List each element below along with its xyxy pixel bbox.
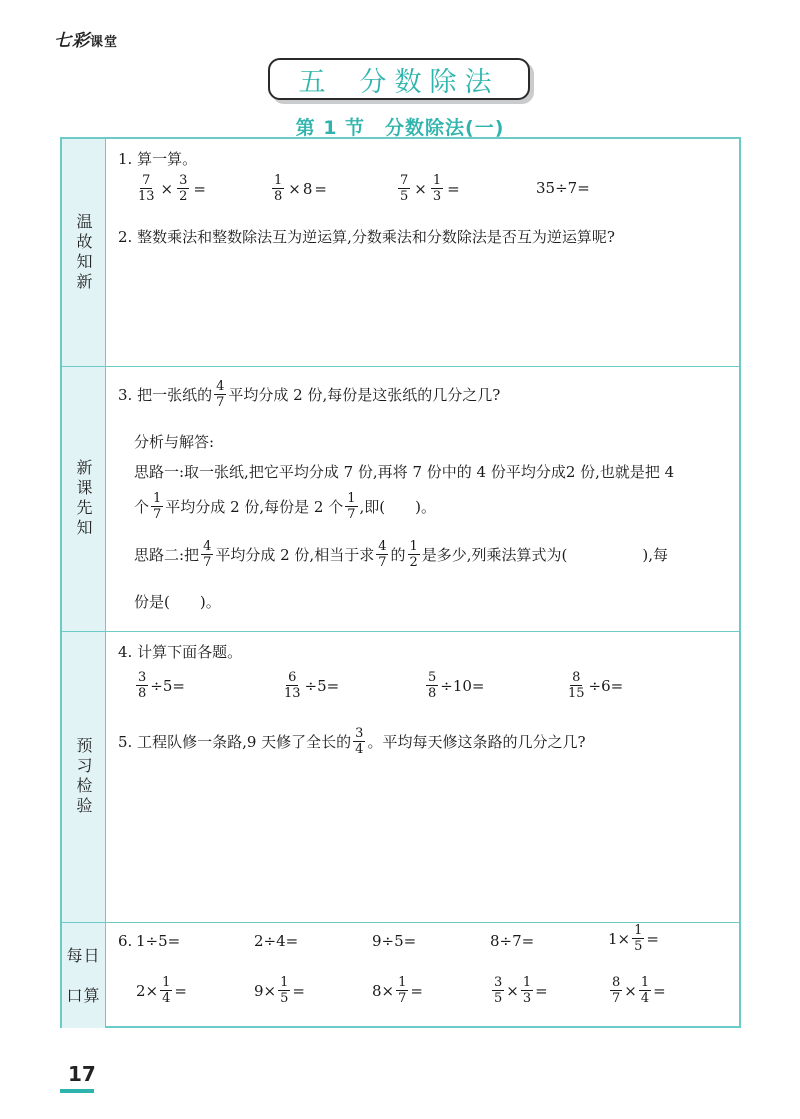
q1-expression-1: $\frac{7}{13}$ × $\frac{3}{2}$ = [138, 173, 206, 204]
q6-item-7: 9× $\frac{1}{5}$ = [254, 975, 305, 1006]
chapter-name: 分数除法 [359, 66, 500, 98]
side-label-daily: 每日 [66, 945, 101, 965]
side-label-review: 温故知新 [74, 212, 93, 293]
q4-expression-1: $\frac{3}{8}$ ÷5= [138, 670, 185, 701]
worksheet-table [60, 137, 741, 1028]
q6-item-8: 8× $\frac{1}{7}$ = [372, 975, 423, 1006]
question-4-label: 4. 计算下面各题。 [118, 643, 243, 661]
q4-expression-2: $\frac{6}{13}$ ÷5= [284, 670, 340, 701]
q1-expression-3: $\frac{7}{5}$ × $\frac{1}{3}$ = [400, 173, 460, 204]
analysis-label: 分析与解答: [134, 433, 215, 451]
q6-item-1: 1÷5= [136, 932, 181, 950]
chapter-number: 五 [298, 66, 334, 98]
question-3: 3. 把一张纸的 $\frac{4}{7}$ 平均分成 2 份,每份是这张纸的几分之几? [118, 379, 501, 410]
q4-expression-3: $\frac{5}{8}$ ÷10= [428, 670, 485, 701]
page-number-underline [60, 1089, 94, 1093]
method-1-line-1: 思路一:取一张纸,把它平均分成 7 份,再将 7 份中的 4 份平均分成2 份,也就是把 4 [134, 463, 675, 481]
section-title: 第 1 节 分数除法(一) [295, 117, 505, 139]
review-section [62, 139, 739, 367]
q6-item-3: 9÷5= [372, 932, 417, 950]
question-6-label: 6. [118, 932, 133, 950]
preview-section [62, 367, 739, 632]
side-cell [62, 139, 106, 366]
q4-expression-4: $\frac{8}{15}$ ÷6= [568, 670, 624, 701]
q1-expression-2: $\frac{1}{8}$ × 8 = [274, 173, 327, 204]
chapter-title [268, 58, 530, 100]
daily-mental-math-section [62, 923, 739, 1028]
method-1-line-2: 个 $\frac{1}{7}$ 平均分成 2 份,每份是 2 个 $\frac{1}{7}$ ,即( )。 [134, 491, 436, 522]
side-label-preview: 新课先知 [74, 459, 93, 539]
side-label-mental: 口算 [66, 985, 101, 1005]
q6-item-9: $\frac{3}{5}$ × $\frac{1}{3}$ = [494, 975, 548, 1006]
q6-item-5: 1× $\frac{1}{5}$ = [608, 923, 659, 954]
question-5: 5. 工程队修一条路,9 天修了全长的 $\frac{3}{4}$ 。平均每天修这条路的几分之几? [118, 726, 586, 757]
question-2: 2. 整数乘法和整数除法互为逆运算,分数乘法和分数除法是否互为逆运算呢? [118, 228, 615, 246]
q6-item-6: 2× $\frac{1}{4}$ = [136, 975, 187, 1006]
page-number: 17 [68, 1062, 96, 1086]
side-cell [62, 367, 106, 631]
side-label-practice: 预习检验 [74, 737, 93, 817]
side-cell [62, 923, 106, 1028]
method-2-line-1: 思路二:把 $\frac{4}{7}$ 平均分成 2 份,相当于求 $\frac{4}{7}$ 的 $\frac{1}{2}$ 是多少,列乘法算式为( ),每 [134, 539, 669, 570]
brand-logo: 七彩课堂 [54, 31, 119, 51]
method-2-line-2: 份是( )。 [134, 593, 221, 611]
q6-item-2: 2÷4= [254, 932, 299, 950]
q1-expression-4: 35÷7= [536, 179, 590, 197]
q6-item-4: 8÷7= [490, 932, 535, 950]
q6-item-10: $\frac{8}{7}$ × $\frac{1}{4}$ = [612, 975, 666, 1006]
side-cell [62, 632, 106, 922]
practice-section [62, 632, 739, 923]
question-1-label: 1. 算一算。 [118, 150, 198, 168]
